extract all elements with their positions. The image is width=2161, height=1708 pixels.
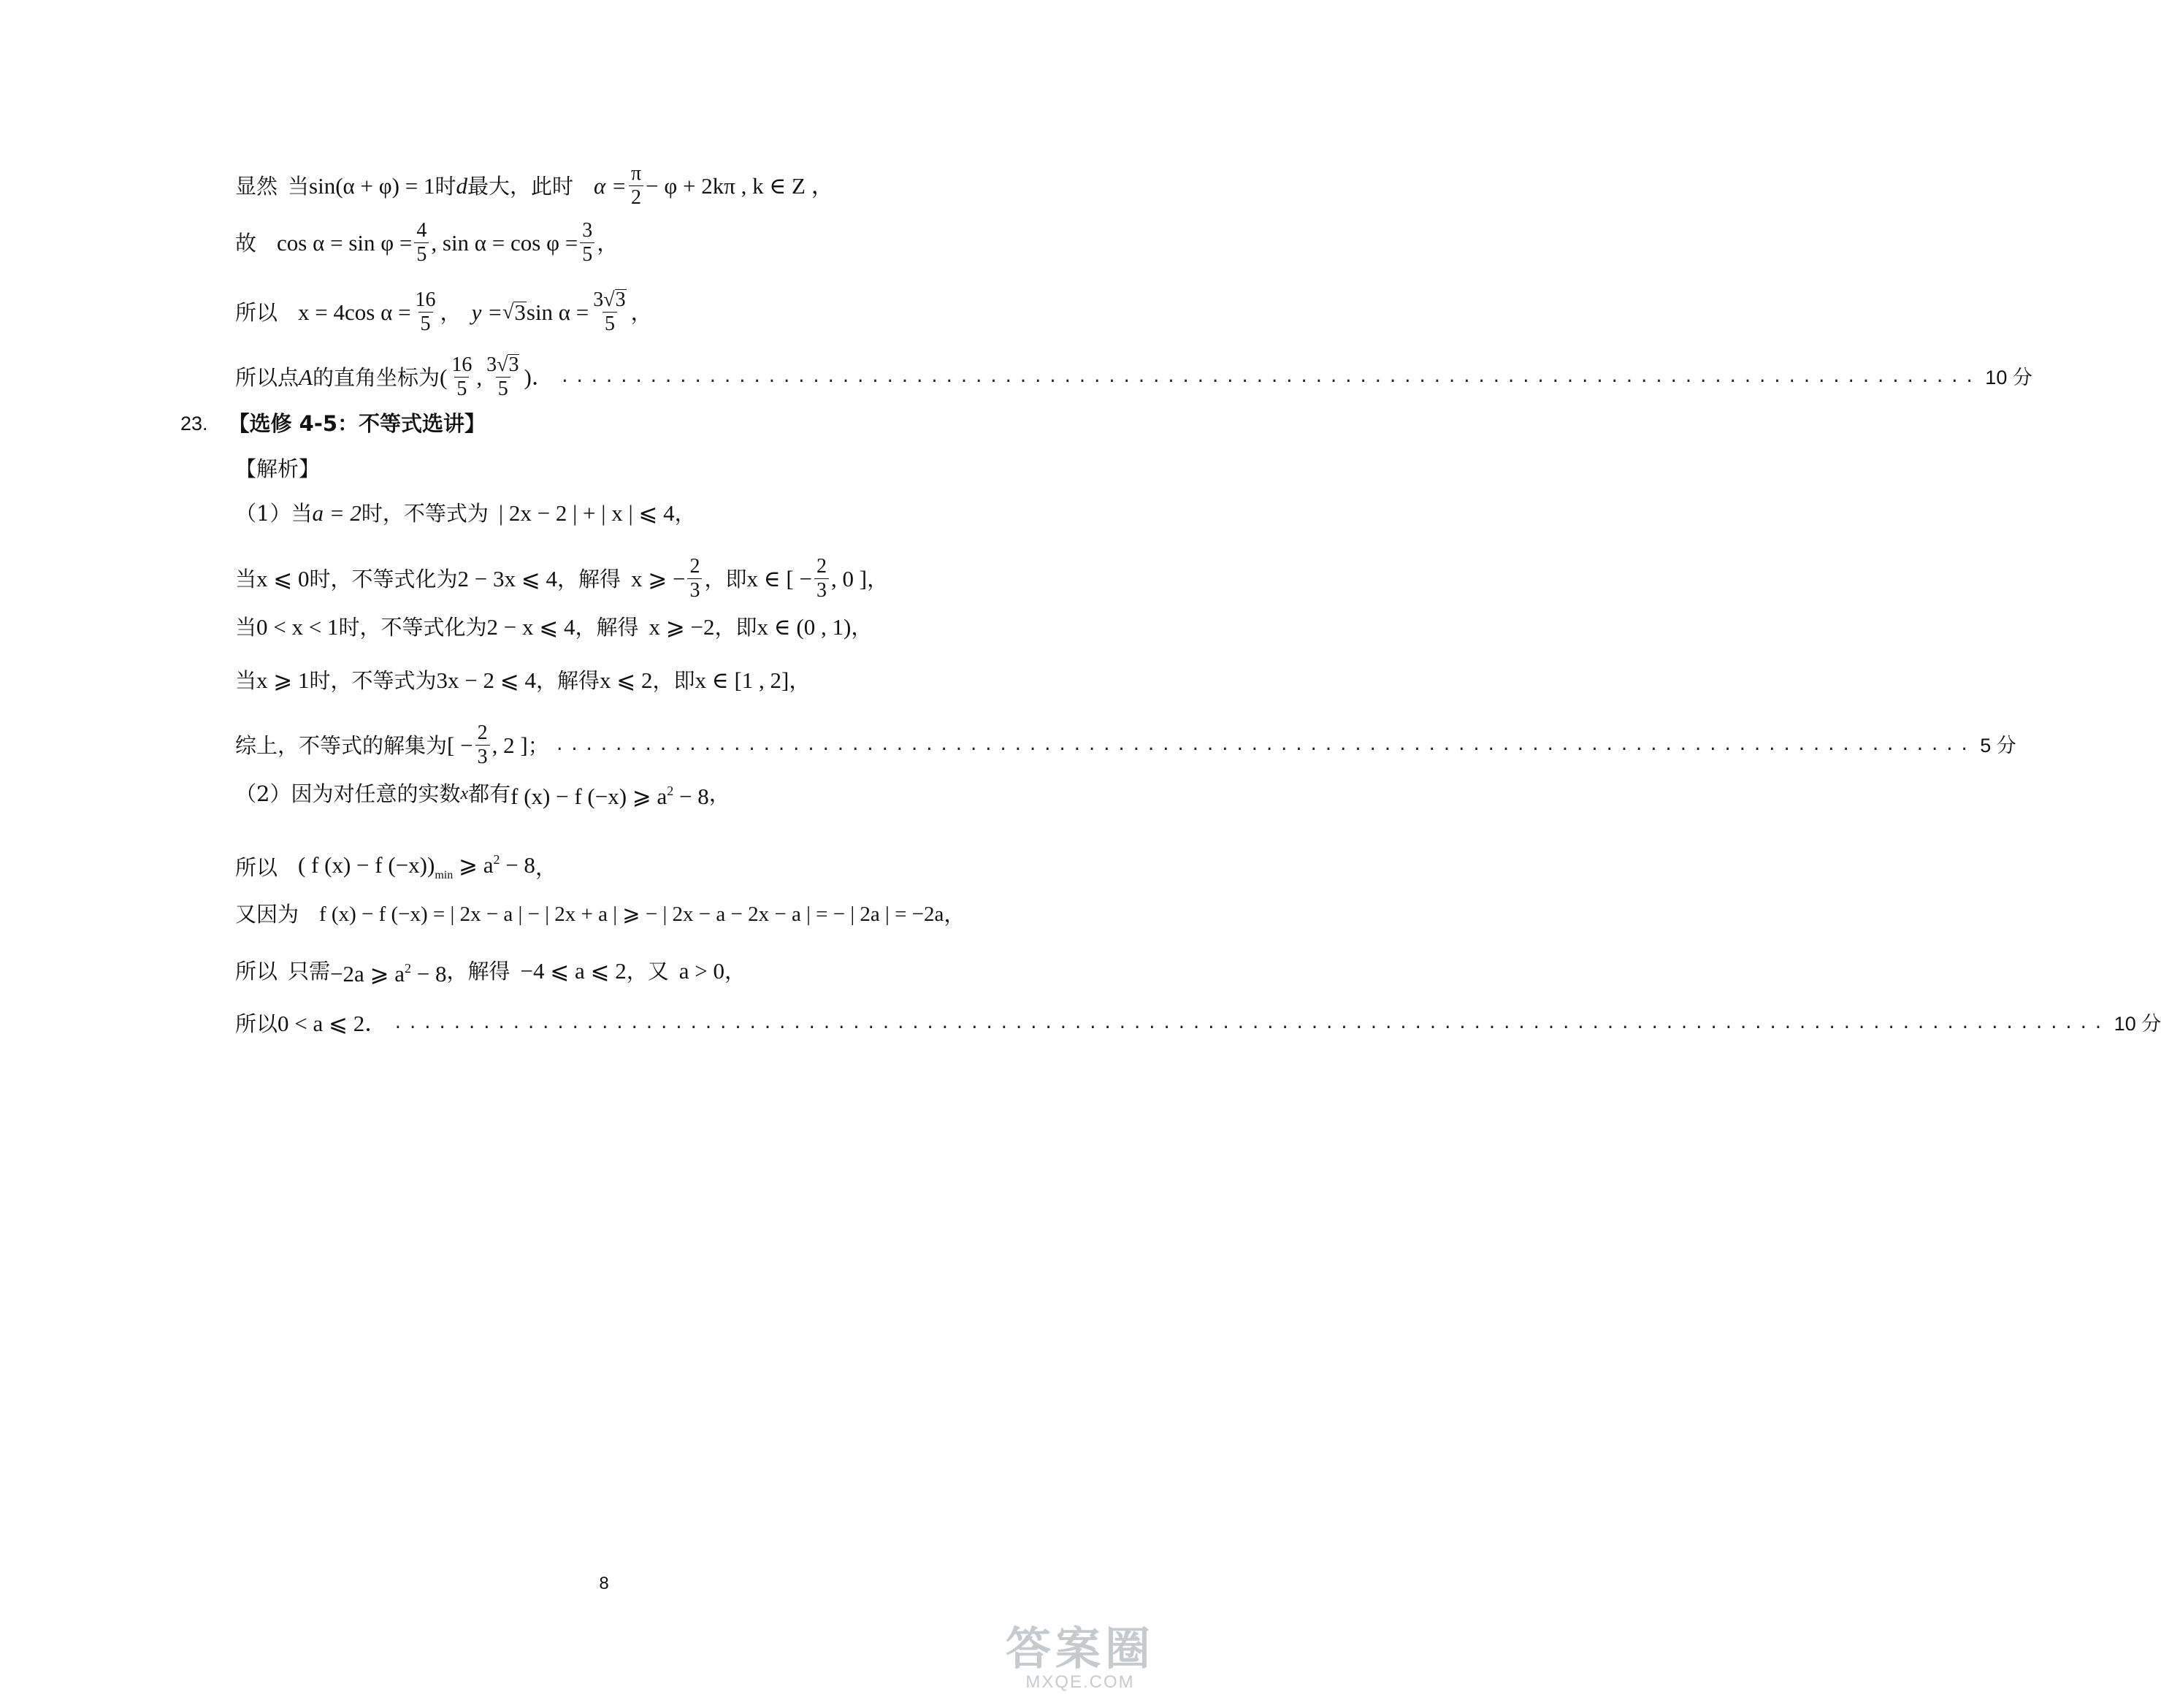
p22-line-3: [235, 288, 987, 336]
q1-line-1: [235, 499, 987, 528]
text: 都有: [468, 781, 511, 806]
fraction: $\frac{16}{5}$: [451, 353, 473, 400]
text: ，解得: [575, 615, 639, 640]
analysis-label: 【解析】: [235, 456, 321, 481]
q2-line-5: [235, 1009, 2161, 1038]
math-expr: ．: [364, 1011, 388, 1036]
text: 最大，此时: [467, 173, 573, 199]
text: ，解得: [535, 668, 600, 693]
text: 点: [278, 364, 299, 390]
score: 10 分: [2114, 1013, 2161, 1035]
q1-line-2: [235, 555, 987, 602]
fraction: $\frac{4}{5}$: [414, 219, 429, 267]
math-expr: x ∈ [ −: [746, 565, 812, 591]
fraction: 3 √ 3 5: [486, 353, 519, 400]
text: ，: [867, 566, 889, 591]
math-expr: | 2x − 2 | + | x | ⩽ 4: [498, 500, 675, 526]
text: ，: [944, 902, 965, 927]
math-expr: y =: [471, 299, 502, 325]
q2-line-1: [235, 776, 987, 811]
math-expr: x ⩾ −: [631, 565, 686, 591]
watermark-url: MXQE.COM: [1025, 1672, 1135, 1692]
q2-line-3: [235, 900, 987, 929]
question-number: 23.: [180, 413, 208, 434]
text: 故: [235, 230, 257, 256]
text: 时，不等式为: [309, 668, 437, 693]
p22-line-2: [235, 219, 987, 267]
q2-line-2: [235, 845, 987, 890]
math-expr: [ −: [447, 732, 473, 758]
math-expr: )．: [524, 364, 554, 390]
text: ，: [597, 230, 619, 256]
math-expr: 2 − 3x ⩽ 4: [457, 565, 557, 591]
math-expr: 0 < a ⩽ 2: [278, 1011, 365, 1036]
math-expr: , 0 ]: [831, 565, 868, 591]
math-expr: x ∈ (0 , 1): [757, 614, 852, 640]
math-expr: ( f (x) − f $(-x))_{min}$ ⩾ $a^2 - 8$: [298, 852, 535, 881]
text: ，: [851, 615, 873, 640]
math-var: A: [299, 364, 313, 390]
text: 所以: [235, 299, 278, 325]
leader-dots: ................................................................................................: [554, 735, 1975, 754]
q1-line-3: [235, 613, 987, 642]
math-expr: sin α =: [526, 299, 589, 325]
math-expr: −2a ⩾ $a^2 - 8$: [330, 961, 447, 987]
math-expr: a > 0: [678, 958, 724, 984]
text: 所以: [235, 959, 278, 984]
text: ，: [789, 668, 811, 693]
leader-dots: ................................................................................................: [559, 367, 1980, 386]
watermark-logo: [989, 1626, 1171, 1699]
math-expr: f (x) − f (−x) = | 2x − a | − | 2x + a | ⩾ − | 2x − a − 2x − a | = − | 2a | = −2a: [319, 903, 944, 926]
text: 只需: [288, 959, 331, 984]
text: 当: [235, 566, 257, 591]
q1-line-5: [235, 721, 2016, 769]
math-expr: x ⩾ 1: [256, 667, 310, 693]
text: ，又: [626, 959, 669, 984]
text: ，即: [714, 615, 757, 640]
text: 的直角坐标为: [312, 364, 440, 390]
fraction: $\frac{2}{3}$: [814, 555, 829, 602]
text: （2）因为对任意的实数: [235, 781, 461, 806]
math-expr: (: [439, 364, 448, 390]
math-expr: x ⩾ −2: [649, 614, 715, 640]
math-expr: cos α = sin φ =: [277, 229, 413, 256]
text: 时，不等式化为: [309, 566, 458, 591]
text: ，: [674, 501, 696, 526]
fraction: $\frac{2}{3}$: [475, 721, 490, 769]
text: 时，不等式为: [361, 501, 489, 526]
watermark-text: 答案圈: [1005, 1624, 1155, 1674]
math-var: d: [456, 172, 467, 199]
q2-line-4: [235, 954, 987, 989]
text: ，解得: [556, 566, 621, 591]
text: 显然: [235, 173, 278, 199]
math-expr: x = 4cos α =: [298, 299, 411, 325]
math-expr: α =: [594, 172, 627, 199]
text: ，: [535, 855, 556, 880]
score: 5 分: [1980, 734, 2016, 757]
text: ，: [724, 959, 746, 984]
page-number: 8: [599, 1574, 609, 1593]
math-expr: − φ + 2kπ , k ∈ Z ，: [646, 172, 834, 199]
math-expr: 0 < x < 1: [256, 614, 339, 640]
fraction: 3 √ 3 5: [593, 288, 626, 335]
score: 10 分: [1985, 366, 2032, 388]
math-expr: , 2 ]: [492, 732, 528, 758]
math-expr: 3x − 2 ⩽ 4: [436, 667, 536, 693]
p23-analysis-label: [235, 454, 987, 483]
text: ，: [630, 299, 652, 325]
math-expr: a = 2: [312, 500, 362, 526]
math-expr: 2 − x ⩽ 4: [486, 614, 575, 640]
section-title: 【选修 4-5：不等式选讲】: [228, 411, 486, 436]
math-expr: ,: [476, 364, 483, 390]
leader-dots: ....................................................................................................................: [393, 1014, 2108, 1033]
fraction: $\frac{16}{5}$: [415, 288, 436, 335]
text: 当: [235, 668, 257, 693]
p22-line-4: [235, 353, 2032, 401]
text: 所以: [235, 1011, 278, 1036]
text: 所以: [235, 364, 278, 390]
text: 综上，不等式的解集为: [235, 732, 448, 758]
math-expr: x ⩽ 2: [600, 667, 653, 693]
sqrt: √ 3: [502, 299, 526, 325]
math-expr: −4 ⩽ a ⩽ 2: [520, 958, 627, 984]
math-expr: f (x) − f (−x) ⩾ $a^2 - 8$: [510, 784, 709, 809]
p23-heading: [180, 409, 933, 438]
text: 当: [235, 615, 257, 640]
text: （1）当: [235, 501, 313, 526]
fraction: $\frac{3}{5}$: [580, 219, 594, 267]
text: ，: [708, 781, 730, 806]
math-expr: , sin α = cos φ =: [431, 229, 578, 256]
text: 当: [288, 173, 310, 199]
text: ，即: [704, 566, 747, 591]
text: ，解得: [446, 959, 510, 984]
text: ，: [440, 299, 462, 325]
math-expr: x ⩽ 0: [256, 565, 310, 591]
q1-line-4: [235, 666, 987, 695]
p22-line-1: [235, 162, 987, 210]
text: ；: [527, 732, 549, 758]
text: 又因为: [235, 902, 299, 927]
text: ，即: [652, 668, 695, 693]
math-expr: x ∈ [1 , 2]: [695, 667, 789, 693]
text: 所以: [235, 855, 278, 880]
fraction: $\frac{2}{3}$: [687, 555, 702, 602]
math-var: x: [460, 784, 469, 803]
text: 时，不等式化为: [338, 615, 487, 640]
math-expr: sin(α + φ) = 1: [309, 172, 435, 199]
fraction: $\frac{\pi}{2}$: [629, 162, 643, 210]
text: 时: [435, 173, 456, 199]
